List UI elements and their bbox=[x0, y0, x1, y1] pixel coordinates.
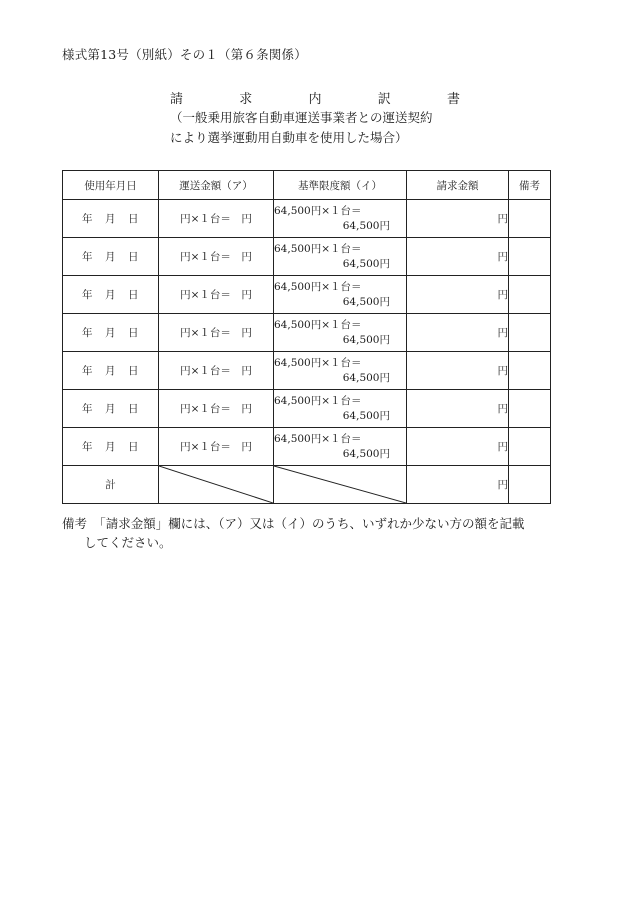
limit-cell bbox=[274, 352, 407, 390]
remarks-line: してください。 bbox=[84, 535, 172, 550]
title-char: 書 bbox=[446, 92, 460, 107]
year-label: 年 bbox=[82, 403, 93, 415]
diagonal-slash bbox=[159, 466, 273, 503]
year-label: 年 bbox=[82, 441, 93, 453]
header-date: 使用年月日 bbox=[63, 171, 159, 200]
fare-cell[interactable]: 円×１台＝ 円 bbox=[159, 276, 274, 314]
table-row bbox=[63, 390, 551, 428]
fare-cell[interactable]: 円×１台＝ 円 bbox=[159, 238, 274, 276]
limit-formula: 64,500円×１台＝ bbox=[274, 280, 362, 293]
day-label: 日 bbox=[128, 251, 139, 263]
limit-cell bbox=[274, 314, 407, 352]
fare-cell[interactable]: 円×１台＝ 円 bbox=[159, 352, 274, 390]
limit-formula: 64,500円×１台＝ bbox=[274, 204, 362, 217]
limit-formula: 64,500円×１台＝ bbox=[274, 432, 362, 445]
title-char: 求 bbox=[239, 92, 253, 107]
date-cell[interactable] bbox=[63, 276, 159, 314]
header-limit: 基準限度額（イ） bbox=[274, 171, 407, 200]
note-cell[interactable] bbox=[509, 390, 551, 428]
claim-cell[interactable]: 円 bbox=[407, 390, 509, 428]
limit-amount: 64,500円 bbox=[342, 447, 390, 460]
title-char: 内 bbox=[308, 92, 322, 107]
table-row bbox=[63, 276, 551, 314]
header-claim: 請求金額 bbox=[407, 171, 509, 200]
year-label: 年 bbox=[82, 289, 93, 301]
month-label: 月 bbox=[105, 327, 116, 339]
subtitle-line: により選挙運動用自動車を使用した場合） bbox=[170, 130, 408, 145]
fare-cell[interactable]: 円×１台＝ 円 bbox=[159, 390, 274, 428]
document-subtitle bbox=[170, 108, 433, 148]
date-cell[interactable] bbox=[63, 352, 159, 390]
title-char: 請 bbox=[170, 92, 184, 107]
limit-cell bbox=[274, 390, 407, 428]
header-note: 備考 bbox=[509, 171, 551, 200]
fare-cell[interactable]: 円×１台＝ 円 bbox=[159, 200, 274, 238]
table-row bbox=[63, 200, 551, 238]
year-label: 年 bbox=[82, 365, 93, 377]
claim-cell[interactable]: 円 bbox=[407, 238, 509, 276]
date-cell[interactable] bbox=[63, 390, 159, 428]
month-label: 月 bbox=[105, 365, 116, 377]
date-cell[interactable] bbox=[63, 238, 159, 276]
limit-formula: 64,500円×１台＝ bbox=[274, 356, 362, 369]
day-label: 日 bbox=[128, 213, 139, 225]
claim-breakdown-table bbox=[62, 170, 551, 504]
limit-formula: 64,500円×１台＝ bbox=[274, 394, 362, 407]
note-cell[interactable] bbox=[509, 238, 551, 276]
day-label: 日 bbox=[128, 327, 139, 339]
limit-formula: 64,500円×１台＝ bbox=[274, 318, 362, 331]
limit-amount: 64,500円 bbox=[342, 371, 390, 384]
note-cell[interactable] bbox=[509, 200, 551, 238]
day-label: 日 bbox=[128, 403, 139, 415]
limit-amount: 64,500円 bbox=[342, 257, 390, 270]
limit-cell bbox=[274, 428, 407, 466]
header-fare: 運送金額（ア） bbox=[159, 171, 274, 200]
total-row bbox=[63, 466, 551, 504]
limit-amount: 64,500円 bbox=[342, 295, 390, 308]
note-cell[interactable] bbox=[509, 352, 551, 390]
year-label: 年 bbox=[82, 251, 93, 263]
claim-cell[interactable]: 円 bbox=[407, 314, 509, 352]
document-title bbox=[170, 88, 460, 107]
total-claim[interactable]: 円 bbox=[407, 466, 509, 504]
month-label: 月 bbox=[105, 441, 116, 453]
year-label: 年 bbox=[82, 213, 93, 225]
date-cell[interactable] bbox=[63, 200, 159, 238]
day-label: 日 bbox=[128, 365, 139, 377]
subtitle-line: （一般乗用旅客自動車運送事業者との運送契約 bbox=[170, 110, 433, 125]
table-row bbox=[63, 314, 551, 352]
month-label: 月 bbox=[105, 403, 116, 415]
form-number: 様式第13号（別紙）その１（第６条関係） bbox=[62, 47, 307, 62]
total-limit-slashed bbox=[274, 466, 407, 504]
total-label: 計 bbox=[63, 466, 159, 504]
date-cell[interactable] bbox=[63, 428, 159, 466]
note-cell[interactable] bbox=[509, 428, 551, 466]
month-label: 月 bbox=[105, 213, 116, 225]
limit-cell bbox=[274, 276, 407, 314]
fare-cell[interactable]: 円×１台＝ 円 bbox=[159, 314, 274, 352]
month-label: 月 bbox=[105, 251, 116, 263]
date-cell[interactable] bbox=[63, 314, 159, 352]
remarks-note bbox=[62, 514, 562, 552]
table-row bbox=[63, 428, 551, 466]
limit-cell bbox=[274, 200, 407, 238]
limit-amount: 64,500円 bbox=[342, 219, 390, 232]
year-label: 年 bbox=[82, 327, 93, 339]
claim-cell[interactable]: 円 bbox=[407, 352, 509, 390]
day-label: 日 bbox=[128, 441, 139, 453]
remarks-line: 備考 「請求金額」欄には、（ア）又は（イ）のうち、いずれか少ない方の額を記載 bbox=[62, 516, 525, 531]
table-row bbox=[63, 238, 551, 276]
limit-cell bbox=[274, 238, 407, 276]
note-cell[interactable] bbox=[509, 276, 551, 314]
limit-formula: 64,500円×１台＝ bbox=[274, 242, 362, 255]
day-label: 日 bbox=[128, 289, 139, 301]
title-char: 訳 bbox=[377, 92, 391, 107]
month-label: 月 bbox=[105, 289, 116, 301]
table-row bbox=[63, 352, 551, 390]
limit-amount: 64,500円 bbox=[342, 333, 390, 346]
fare-cell[interactable]: 円×１台＝ 円 bbox=[159, 428, 274, 466]
claim-cell[interactable]: 円 bbox=[407, 200, 509, 238]
claim-cell[interactable]: 円 bbox=[407, 276, 509, 314]
total-fare-slashed bbox=[159, 466, 274, 504]
diagonal-slash bbox=[274, 466, 406, 503]
note-cell[interactable] bbox=[509, 314, 551, 352]
total-note[interactable] bbox=[509, 466, 551, 504]
claim-cell[interactable]: 円 bbox=[407, 428, 509, 466]
limit-amount: 64,500円 bbox=[342, 409, 390, 422]
table-header-row bbox=[63, 171, 551, 200]
